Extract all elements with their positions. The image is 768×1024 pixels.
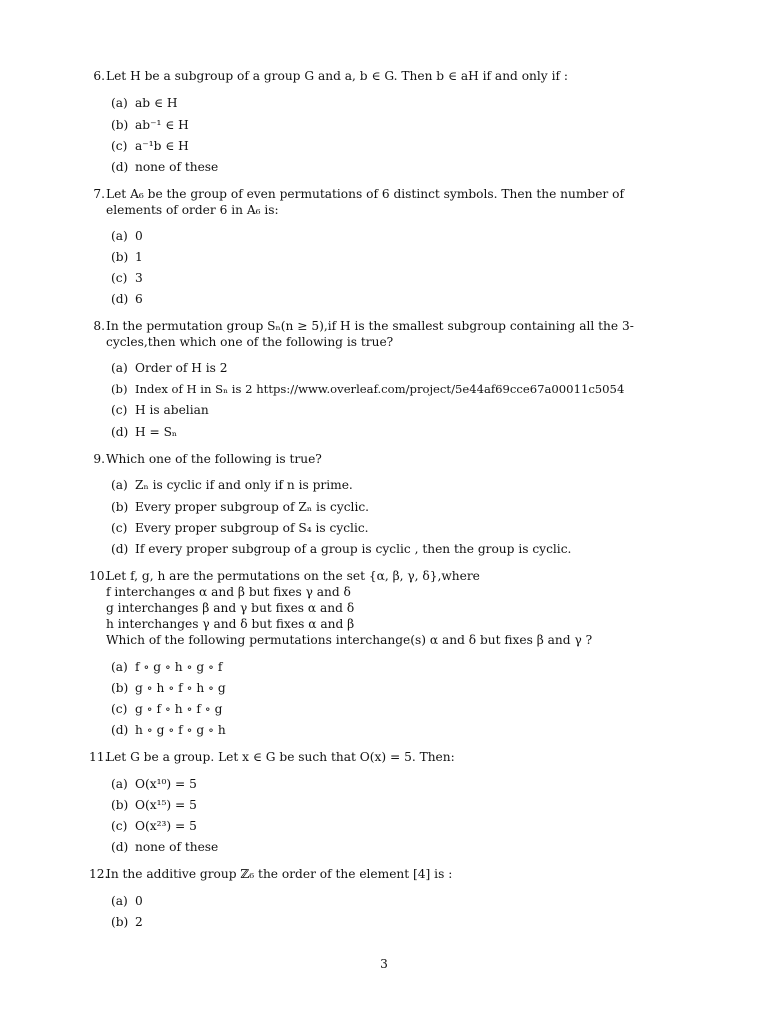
- option-text: 3: [135, 271, 143, 285]
- option-label: (a): [111, 894, 128, 908]
- option-text: none of these: [135, 160, 219, 174]
- option-text: g ∘ f ∘ h ∘ f ∘ g: [135, 702, 223, 716]
- option-text: Every proper subgroup of S₄ is cyclic.: [135, 521, 369, 535]
- option-text: Every proper subgroup of Zₙ is cyclic.: [135, 500, 370, 514]
- option-label: (c): [111, 819, 128, 833]
- option-12a: [111, 893, 143, 909]
- question-stem: In the additive group ℤ₆ the order of the element [4] is :: [106, 867, 453, 881]
- question-number: 10.: [89, 569, 109, 583]
- option-label: (a): [111, 96, 128, 110]
- option-label: (d): [111, 425, 129, 439]
- option-9c: [111, 520, 369, 536]
- option-text: Zₙ is cyclic if and only if n is prime.: [135, 478, 353, 492]
- question-stem: In the permutation group Sₙ(n ≥ 5),if H is the smallest subgroup containing all the 3-cycles,then which one of the following is true?: [106, 319, 634, 349]
- option-label: (b): [111, 681, 129, 695]
- question-9: [89, 451, 679, 467]
- option-10d: [111, 722, 226, 738]
- option-label: (c): [111, 271, 128, 285]
- option-text: If every proper subgroup of a group is cyclic , then the group is cyclic.: [135, 542, 572, 556]
- option-7b: [111, 249, 143, 265]
- question-number: 7.: [93, 187, 105, 201]
- option-label: (d): [111, 723, 129, 737]
- option-label: (a): [111, 777, 128, 791]
- option-label: (d): [111, 160, 129, 174]
- option-text: O(x²³) = 5: [135, 819, 197, 833]
- question-10: [89, 568, 679, 648]
- option-6d: [111, 159, 218, 175]
- page-number: 3: [380, 957, 388, 971]
- option-8b: [111, 381, 624, 397]
- option-label: (a): [111, 478, 128, 492]
- option-text: Order of H is 2: [135, 361, 228, 375]
- option-text: H = Sₙ: [135, 425, 178, 439]
- option-label: (c): [111, 139, 128, 153]
- option-8c: [111, 402, 209, 418]
- question-stem: Which one of the following is true?: [106, 452, 322, 466]
- stem-line: h interchanges γ and δ but fixes α and β: [106, 617, 355, 631]
- stem-line: g interchanges β and γ but fixes α and δ: [106, 601, 355, 615]
- option-7d: [111, 291, 143, 307]
- option-8d: [111, 424, 177, 440]
- option-label: (c): [111, 521, 128, 535]
- option-text: ab⁻¹ ∈ H: [135, 118, 189, 132]
- question-11: [89, 749, 679, 765]
- question-number: 6.: [93, 69, 105, 83]
- question-6: [89, 68, 679, 84]
- option-text: f ∘ g ∘ h ∘ g ∘ f: [135, 660, 223, 674]
- option-11a: [111, 776, 197, 792]
- question-stem: Let A₆ be the group of even permutations of 6 distinct symbols. Then the number of elements of order 6 in A₆ is:: [106, 187, 624, 217]
- question-number: 9.: [93, 452, 105, 466]
- option-12b: [111, 914, 143, 930]
- option-text: none of these: [135, 840, 219, 854]
- option-text: 2: [135, 915, 143, 929]
- option-7c: [111, 270, 143, 286]
- option-text: 0: [135, 894, 143, 908]
- question-stem: Let H be a subgroup of a group G and a, b ∈ G. Then b ∈ aH if and only if :: [106, 69, 568, 83]
- question-stem: Let G be a group. Let x ∈ G be such that O(x) = 5. Then:: [106, 750, 455, 764]
- question-8: [89, 318, 679, 350]
- option-11b: [111, 797, 197, 813]
- option-10c: [111, 701, 222, 717]
- option-label: (a): [111, 660, 128, 674]
- stem-line: Which of the following permutations interchange(s) α and δ but fixes β and γ ?: [106, 633, 593, 647]
- question-number: 12.: [89, 867, 109, 881]
- question-7: [89, 186, 679, 218]
- option-7a: [111, 228, 143, 244]
- option-label: (c): [111, 403, 128, 417]
- option-label: (b): [111, 250, 129, 264]
- option-10b: [111, 680, 226, 696]
- option-text: O(x¹⁰) = 5: [135, 777, 197, 791]
- option-text: a⁻¹b ∈ H: [135, 139, 189, 153]
- option-text: Index of H in Sₙ is 2 https://www.overleaf.com/project/5e44af69cce67a00011c5054: [135, 382, 625, 396]
- option-label: (b): [111, 118, 129, 132]
- option-9d: [111, 541, 571, 557]
- option-11d: [111, 839, 218, 855]
- question-number: 11.: [89, 750, 109, 764]
- question-12: [89, 866, 679, 882]
- option-text: H is abelian: [135, 403, 209, 417]
- option-label: (d): [111, 840, 129, 854]
- option-label: (a): [111, 229, 128, 243]
- option-label: (b): [111, 382, 128, 396]
- question-number: 8.: [93, 319, 105, 333]
- option-text: ab ∈ H: [135, 96, 178, 110]
- option-label: (c): [111, 702, 128, 716]
- option-text: 6: [135, 292, 143, 306]
- option-9a: [111, 477, 353, 493]
- option-label: (d): [111, 542, 129, 556]
- option-9b: [111, 499, 369, 515]
- stem-line: Let f, g, h are the permutations on the set {α, β, γ, δ},where: [106, 569, 480, 583]
- stem-line: f interchanges α and β but fixes γ and δ: [106, 585, 351, 599]
- option-10a: [111, 659, 222, 675]
- option-6c: [111, 138, 189, 154]
- option-text: O(x¹⁵) = 5: [135, 798, 197, 812]
- option-8a: [111, 360, 228, 376]
- option-6b: [111, 117, 189, 133]
- option-label: (b): [111, 500, 129, 514]
- option-text: 1: [135, 250, 143, 264]
- option-label: (b): [111, 798, 129, 812]
- question-stem: [106, 568, 679, 648]
- option-6a: [111, 95, 177, 111]
- option-11c: [111, 818, 197, 834]
- option-text: 0: [135, 229, 143, 243]
- option-label: (d): [111, 292, 129, 306]
- option-text: h ∘ g ∘ f ∘ g ∘ h: [135, 723, 226, 737]
- option-label: (a): [111, 361, 128, 375]
- option-text: g ∘ h ∘ f ∘ h ∘ g: [135, 681, 226, 695]
- option-label: (b): [111, 915, 129, 929]
